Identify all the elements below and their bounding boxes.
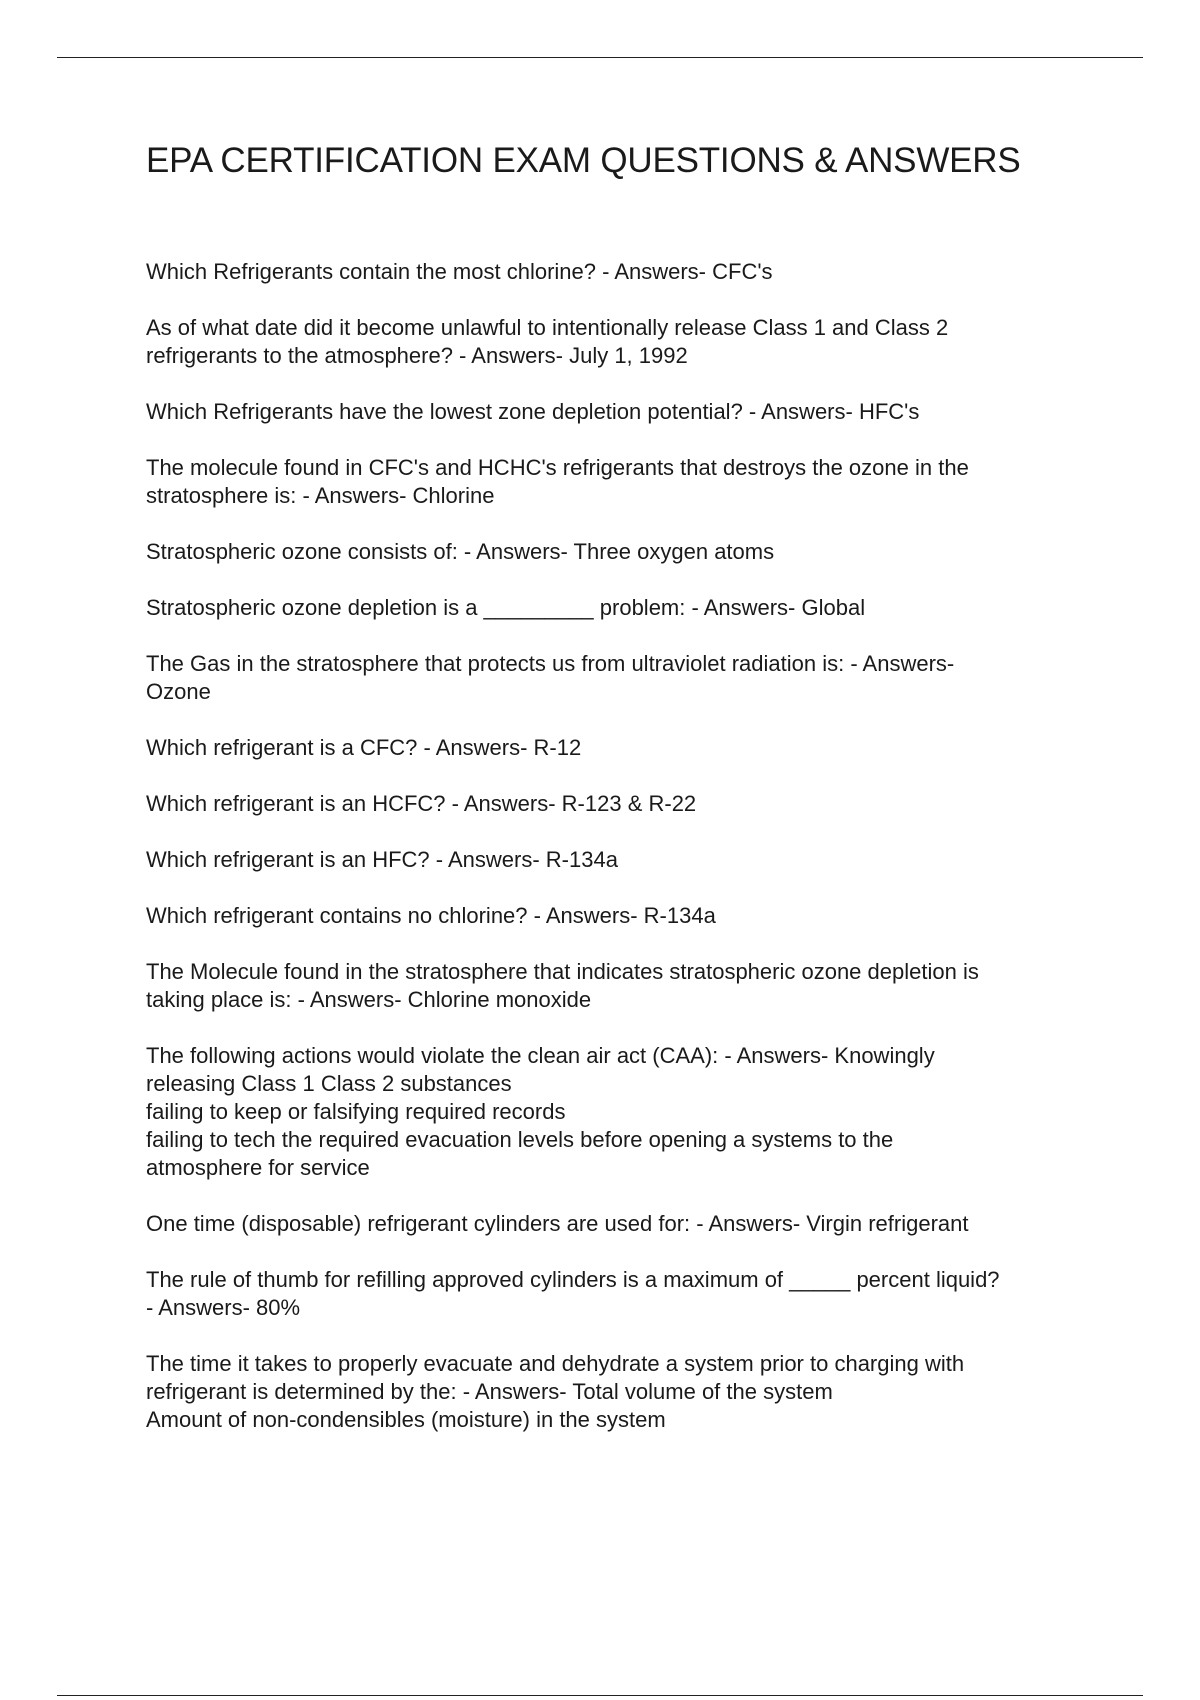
qa-item: The rule of thumb for refilling approved cylinders is a maximum of _____ percent liquid? - Answers- 80% [146, 1267, 1000, 1320]
qa-item: Stratospheric ozone consists of: - Answers- Three oxygen atoms [146, 539, 775, 564]
qa-item: As of what date did it become unlawful to intentionally release Class 1 and Class 2 refrigerants to the atmosphere? - Answers- July 1, 1992 [146, 315, 949, 368]
qa-item: Which Refrigerants contain the most chlorine? - Answers- CFC's [146, 259, 773, 284]
qa-item: The Molecule found in the stratosphere that indicates stratospheric ozone depletion is taking place is: - Answers- Chlorine monoxide [146, 959, 979, 1012]
qa-item: The following actions would violate the clean air act (CAA): - Answers- Knowingly releasing Class 1 Class 2 substances failing to keep or falsifying required records failing to tech the required evacuation levels before opening a systems to the atmosphere for service [146, 1043, 935, 1180]
qa-item: The Gas in the stratosphere that protects us from ultraviolet radiation is: - Answers- Ozone [146, 651, 955, 704]
qa-item: Which refrigerant is an HCFC? - Answers- R-123 & R-22 [146, 791, 697, 816]
top-divider [57, 57, 1143, 58]
page-title: EPA CERTIFICATION EXAM QUESTIONS & ANSWERS [146, 141, 1021, 180]
qa-list [146, 258, 1106, 1462]
qa-item: Which refrigerant is an HFC? - Answers- R-134a [146, 847, 618, 872]
qa-item: The time it takes to properly evacuate and dehydrate a system prior to charging with refrigerant is determined by the: - Answers- Total volume of the system Amount of non-condensibles (moisture) in the system [146, 1351, 965, 1432]
qa-item: The molecule found in CFC's and HCHC's refrigerants that destroys the ozone in the stratosphere is: - Answers- Chlorine [146, 455, 969, 508]
qa-item: Stratospheric ozone depletion is a _________ problem: - Answers- Global [146, 595, 866, 620]
qa-item: Which refrigerant contains no chlorine? - Answers- R-134a [146, 903, 716, 928]
qa-item: Which refrigerant is a CFC? - Answers- R-12 [146, 735, 582, 760]
qa-item: One time (disposable) refrigerant cylinders are used for: - Answers- Virgin refrigerant [146, 1211, 969, 1236]
qa-item: Which Refrigerants have the lowest zone depletion potential? - Answers- HFC's [146, 399, 920, 424]
bottom-divider [57, 1695, 1143, 1696]
